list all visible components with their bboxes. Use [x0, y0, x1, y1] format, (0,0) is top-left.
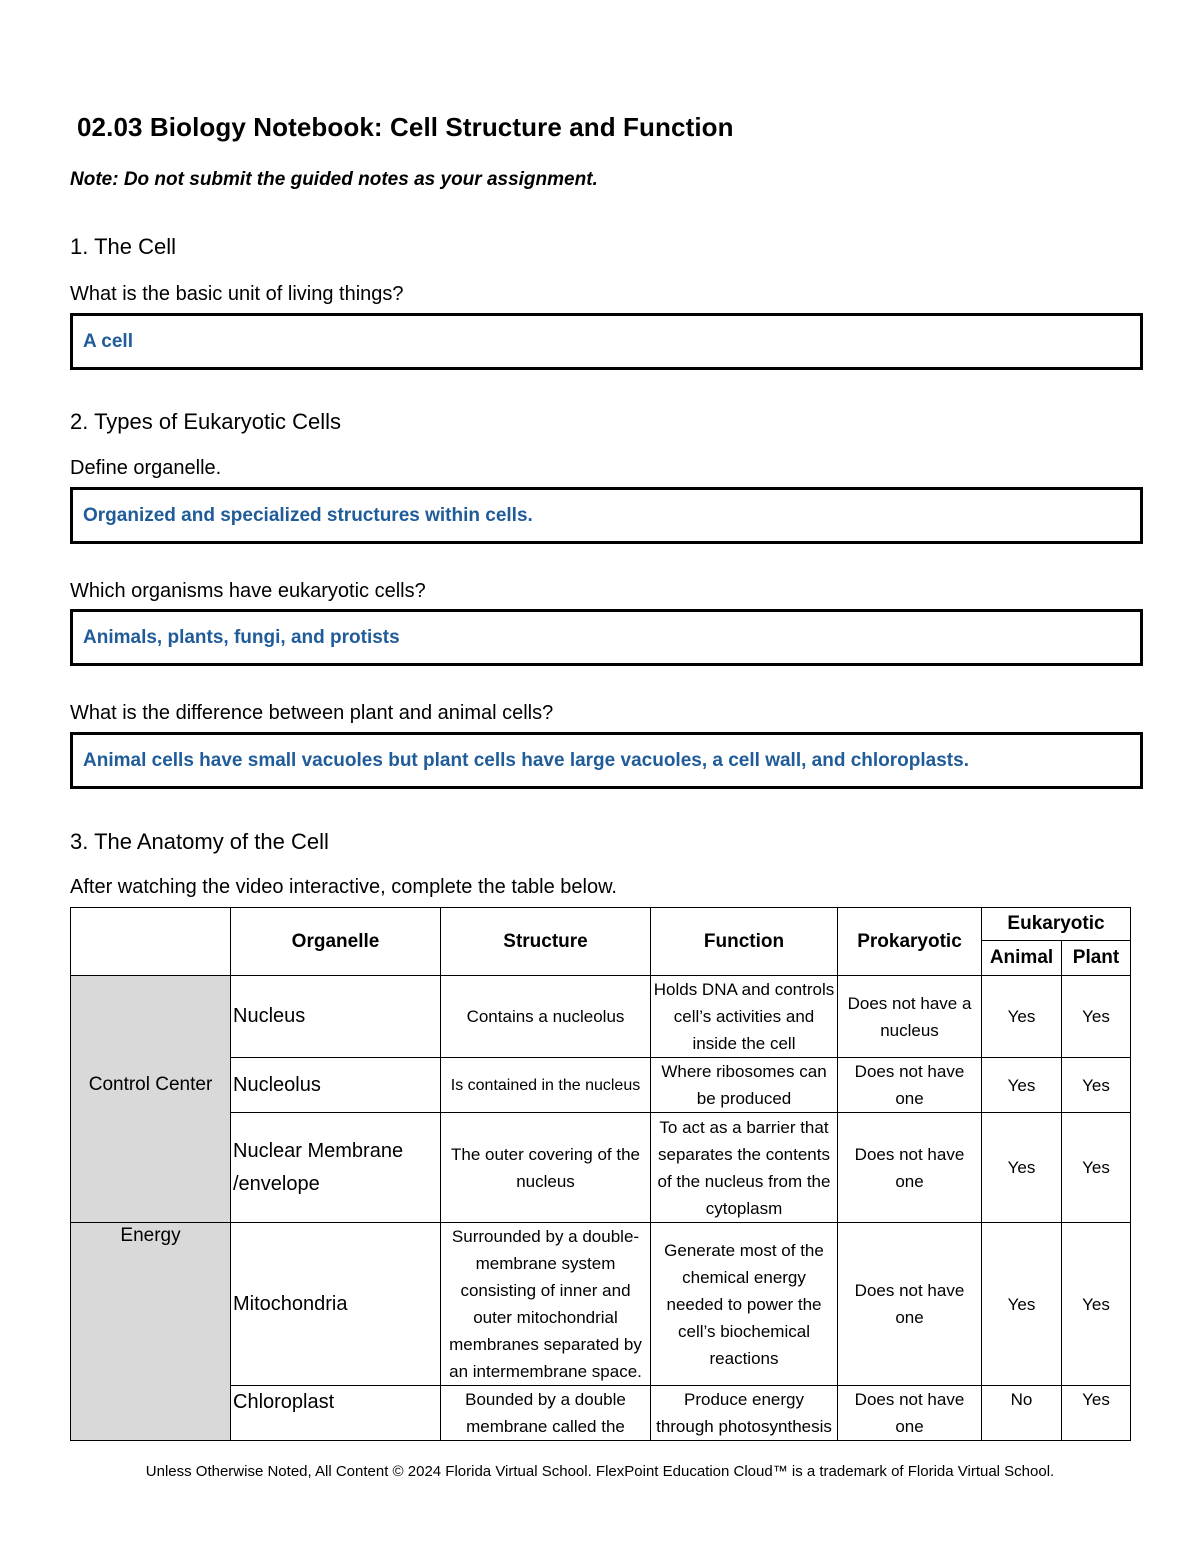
answer-box-plant-vs-animal[interactable] [70, 732, 1143, 789]
function-cell: Holds DNA and controls cell’s activities and inside the cell [651, 976, 838, 1058]
section-2-heading: 2. Types of Eukaryotic Cells [70, 409, 342, 434]
organelle-name: Nuclear Membrane /envelope [231, 1113, 441, 1223]
question-eukaryotic-organisms: Which organisms have eukaryotic cells? [70, 580, 426, 602]
structure-cell: Is contained in the nucleus [441, 1058, 651, 1113]
answer-plant-vs-animal: Animal cells have small vacuoles but plant cells have large vacuoles, a cell wall, and chloroplasts. [83, 749, 969, 771]
organelle-name: Mitochondria [231, 1223, 441, 1386]
table-instruction: After watching the video interactive, complete the table below. [70, 876, 617, 898]
question-basic-unit: What is the basic unit of living things? [70, 283, 404, 305]
organelle-name: Nucleus [231, 976, 441, 1058]
prokaryotic-cell: Does not have one [838, 1386, 982, 1441]
function-cell: Generate most of the chemical energy needed to power the cell’s biochemical reactions [651, 1223, 838, 1386]
prokaryotic-cell: Does not have one [838, 1113, 982, 1223]
plant-cell: Yes [1062, 1223, 1131, 1386]
category-control-center: Control Center [71, 976, 231, 1223]
question-define-organelle: Define organelle. [70, 457, 222, 479]
animal-cell: Yes [982, 1223, 1062, 1386]
prokaryotic-cell: Does not have one [838, 1058, 982, 1113]
page-title: 02.03 Biology Notebook: Cell Structure and Function [77, 112, 734, 142]
answer-basic-unit: A cell [83, 330, 133, 352]
function-cell: Where ribosomes can be produced [651, 1058, 838, 1113]
header-eukaryotic: Eukaryotic [982, 908, 1131, 941]
table-row [71, 1223, 1131, 1386]
plant-cell: Yes [1062, 1058, 1131, 1113]
answer-box-define-organelle[interactable] [70, 487, 1143, 544]
answer-box-eukaryotic-organisms[interactable] [70, 609, 1143, 666]
answer-box-basic-unit[interactable] [70, 313, 1143, 370]
prokaryotic-cell: Does not have a nucleus [838, 976, 982, 1058]
structure-cell: Surrounded by a double-membrane system consisting of inner and outer mitochondrial membranes separated by an intermembrane space. [441, 1223, 651, 1386]
organelle-name: Chloroplast [231, 1386, 441, 1441]
header-animal: Animal [982, 941, 1062, 976]
plant-cell: Yes [1062, 976, 1131, 1058]
answer-eukaryotic-organisms: Animals, plants, fungi, and protists [83, 626, 400, 648]
animal-cell: Yes [982, 976, 1062, 1058]
answer-define-organelle: Organized and specialized structures within cells. [83, 504, 533, 526]
plant-cell: Yes [1062, 1113, 1131, 1223]
structure-cell: Bounded by a double membrane called the [441, 1386, 651, 1441]
section-3-heading: 3. The Anatomy of the Cell [70, 829, 329, 854]
header-function: Function [651, 908, 838, 976]
table-corner-cell [71, 908, 231, 976]
header-structure: Structure [441, 908, 651, 976]
organelle-name: Nucleolus [231, 1058, 441, 1113]
plant-cell: Yes [1062, 1386, 1131, 1441]
animal-cell: Yes [982, 1113, 1062, 1223]
structure-cell: The outer covering of the nucleus [441, 1113, 651, 1223]
header-prokaryotic: Prokaryotic [838, 908, 982, 976]
animal-cell: Yes [982, 1058, 1062, 1113]
header-plant: Plant [1062, 941, 1131, 976]
copyright-footer: Unless Otherwise Noted, All Content © 2024 Florida Virtual School. FlexPoint Education Cloud™ is a trademark of Florida Virtual School. [145, 1463, 1055, 1480]
anatomy-table [70, 907, 1131, 1441]
animal-cell: No [982, 1386, 1062, 1441]
category-energy: Energy [71, 1223, 231, 1441]
function-cell: Produce energy through photosynthesis [651, 1386, 838, 1441]
prokaryotic-cell: Does not have one [838, 1223, 982, 1386]
submission-note: Note: Do not submit the guided notes as your assignment. [70, 169, 598, 190]
header-organelle: Organelle [231, 908, 441, 976]
section-1-heading: 1. The Cell [70, 234, 176, 259]
table-row [71, 976, 1131, 1058]
structure-cell: Contains a nucleolus [441, 976, 651, 1058]
question-plant-vs-animal: What is the difference between plant and animal cells? [70, 702, 554, 724]
function-cell: To act as a barrier that separates the contents of the nucleus from the cytoplasm [651, 1113, 838, 1223]
